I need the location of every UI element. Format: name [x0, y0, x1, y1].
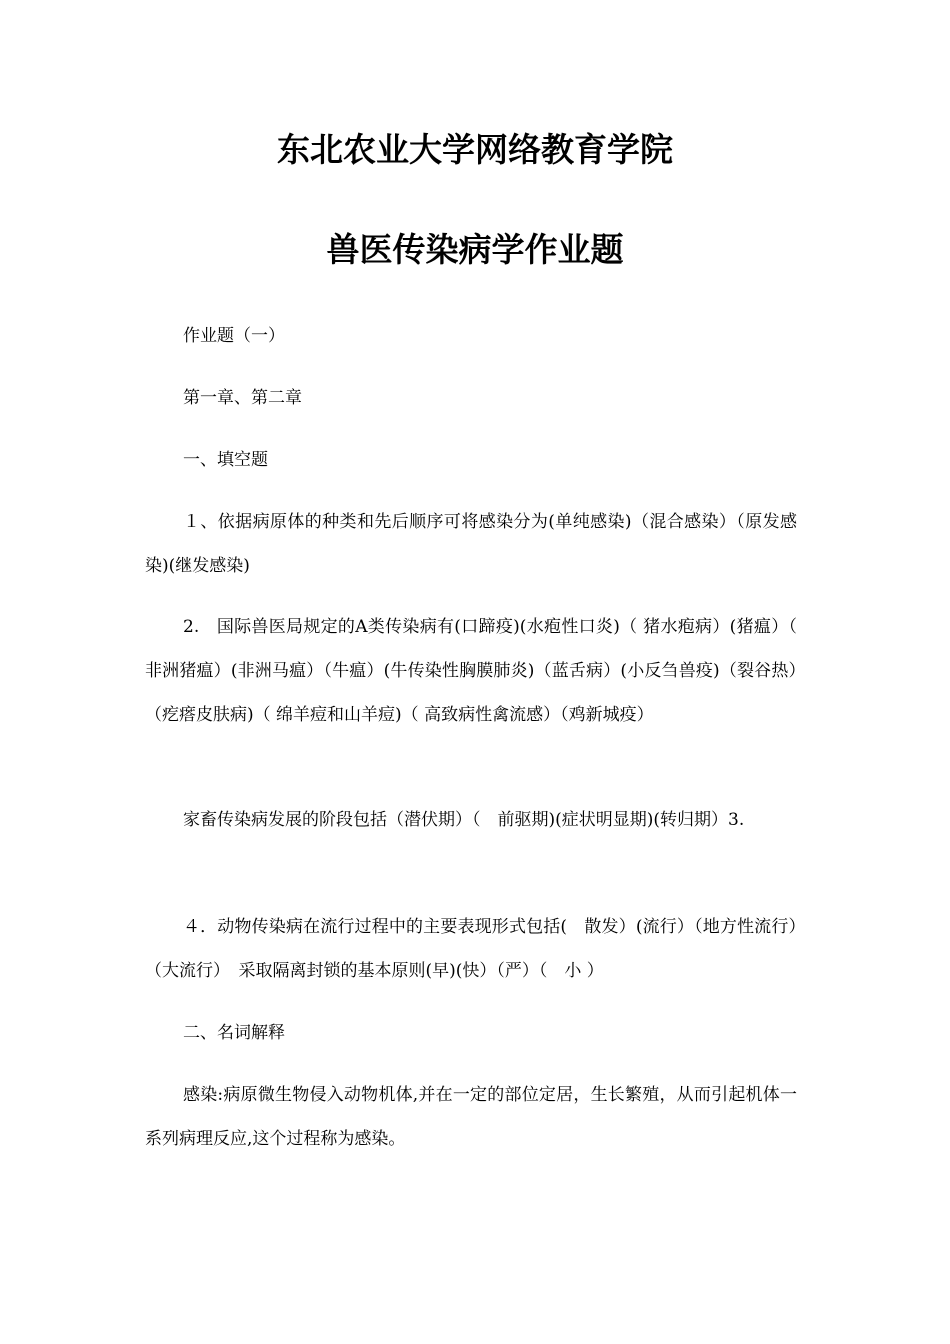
question-3: 家畜传染病发展的阶段包括（潜伏期）（ 前驱期)(症状明显期)(转归期）3.: [183, 810, 745, 830]
question-1: １、依据病原体的种类和先后顺序可将感染分为(单纯感染)（混合感染）（原发感染)(继发感染): [145, 512, 797, 576]
question-4: ４．动物传染病在流行过程中的主要表现形式包括( 散发）(流行）（地方性流行）（大流行） 采取隔离封锁的基本原则(早)(快）（严）（ 小 ）: [145, 917, 797, 981]
fill-blank-heading: 一、填空题: [183, 450, 268, 470]
definition-heading: 二、名词解释: [183, 1023, 285, 1043]
section-label: 作业题（一）: [183, 326, 285, 346]
definition-infection: 感染:病原微生物侵入动物机体,并在一定的部位定居，生长繁殖，从而引起机体一系列病理反应,这个过程称为感染。: [145, 1085, 797, 1149]
chapter-heading: 第一章、第二章: [183, 388, 302, 408]
document-subtitle: 兽医传染病学作业题: [326, 230, 624, 269]
question-2: 2. 国际兽医局规定的A类传染病有(口蹄疫)(水疱性口炎)（ 猪水疱病）(猪瘟）（ 非洲猪瘟）(非洲马瘟）（牛瘟）(牛传染性胸膜肺炎)（蓝舌病）(小反刍兽疫)（裂谷热）（疙瘩皮肤病)（ 绵羊痘和山羊痘)（ 高致病性禽流感）（鸡新城疫）: [145, 617, 797, 725]
document-title: 东北农业大学网络教育学院: [277, 130, 673, 169]
